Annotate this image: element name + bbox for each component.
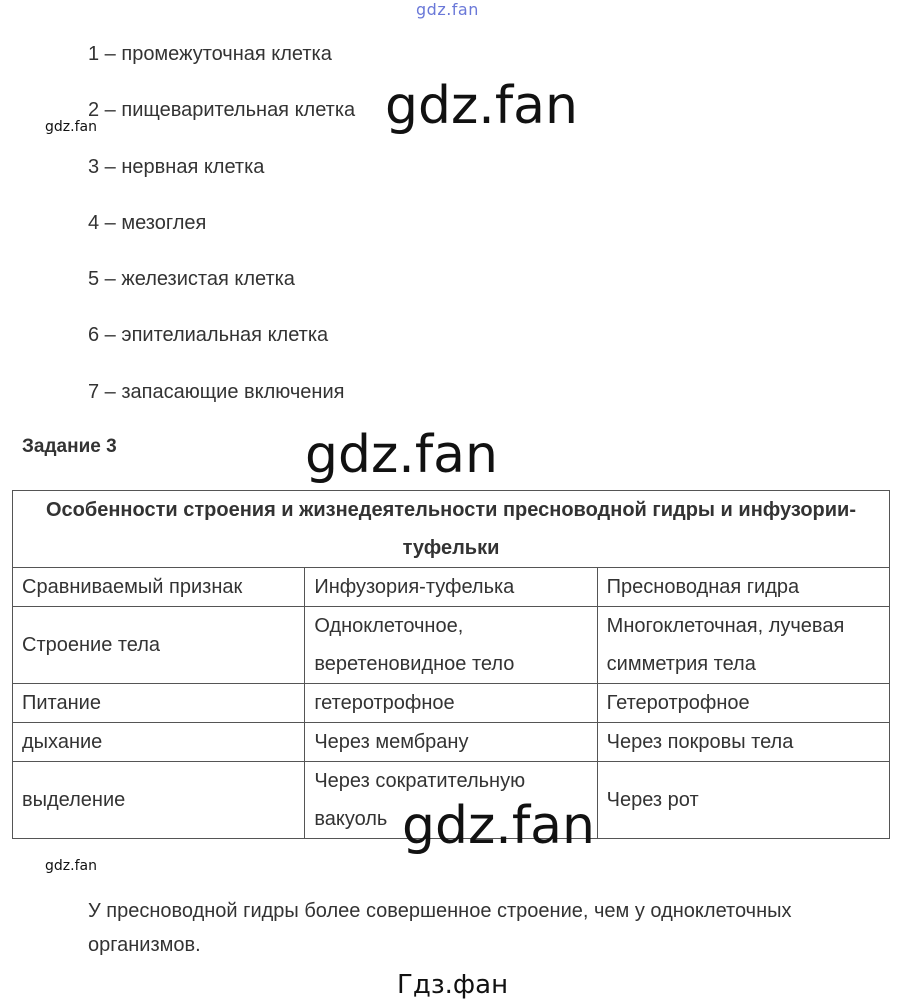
conclusion-text: У пресноводной гидры более совершенное строение, чем у одноклеточных организмов. [88,900,792,956]
watermark-large-2: gdz.fan [305,425,498,485]
table-cell: Через мембрану [305,723,597,762]
table-cell: выделение [13,762,305,839]
legend-item-3: 3 – нервная клетка [88,156,265,178]
table-cell: дыхание [13,723,305,762]
table-header-row [13,568,890,607]
table-row [13,684,890,723]
task-heading: Задание 3 [22,436,117,457]
table-header-cell: Инфузория-туфелька [305,568,597,607]
watermark-large-3: gdz.fan [402,796,595,856]
table-cell: Через покровы тела [597,723,889,762]
table-title-row [13,491,890,568]
table-cell: гетеротрофное [305,684,597,723]
table-header-cell: Пресноводная гидра [597,568,889,607]
legend-item-5: 5 – железистая клетка [88,268,295,290]
table-row [13,607,890,684]
legend-item-4: 4 – мезоглея [88,212,207,234]
table-header-cell: Сравниваемый признак [13,568,305,607]
comparison-table [12,490,890,839]
table-title: Особенности строения и жизнедеятельности пресноводной гидры и инфузории-туфельки [13,491,890,568]
table-cell: Через рот [597,762,889,839]
legend-item-6: 6 – эпителиальная клетка [88,324,329,346]
legend-item-1: 1 – промежуточная клетка [88,43,332,65]
table-cell: Строение тела [13,607,305,684]
table-cell: Одноклеточное, веретеновидное тело [305,607,597,684]
watermark-large-1: gdz.fan [385,76,578,136]
legend-item-7: 7 – запасающие включения [88,381,345,403]
watermark-footer: Гдз.фан [397,970,509,1000]
table-cell: Гетеротрофное [597,684,889,723]
table-cell: Питание [13,684,305,723]
watermark-top: gdz.fan [416,0,479,19]
table-cell: Через сократительную вакуоль [305,762,597,839]
watermark-small-2: gdz.fan [45,858,97,874]
table-row [13,723,890,762]
table-cell: Многоклеточная, лучевая симметрия тела [597,607,889,684]
legend-item-2: 2 – пищеварительная клетка [88,99,356,121]
watermark-small-1: gdz.fan [45,119,97,135]
